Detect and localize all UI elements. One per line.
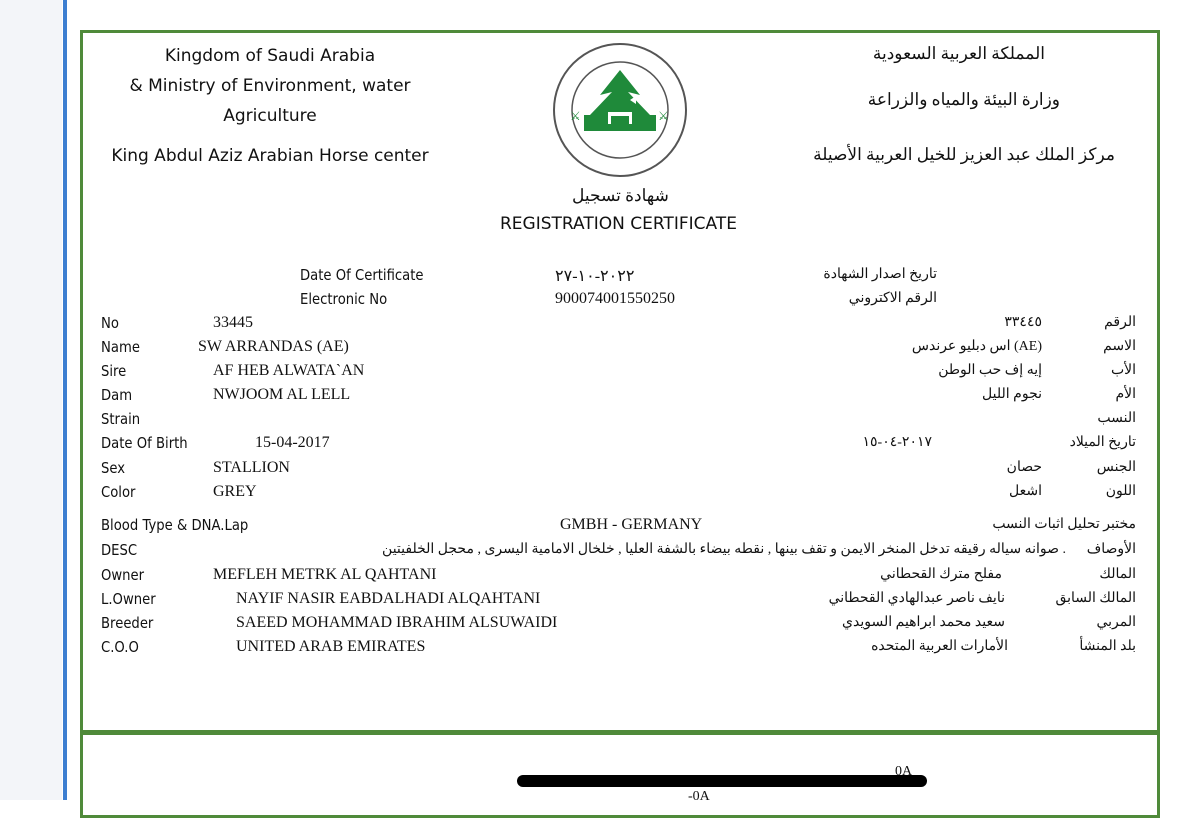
field-label-ar: الجنس <box>1096 460 1136 475</box>
field-value-ar: سعيد محمد ابراهيم السويدي <box>842 615 1005 630</box>
field-value-ar: (AE) اس دبليو عرندس <box>911 339 1042 354</box>
field-value-ar: مفلح مترك القحطاني <box>880 567 1002 582</box>
meta-label: Electronic No <box>300 290 388 308</box>
svg-text:⚔: ⚔ <box>658 109 669 123</box>
field-value: UNITED ARAB EMIRATES <box>236 638 426 655</box>
field-label: No <box>101 314 119 332</box>
header-en-1: Kingdom of Saudi Arabia <box>164 46 376 66</box>
field-value: GMBH - GERMANY <box>560 516 703 533</box>
field-label-ar: بلد المنشأ <box>1079 639 1136 654</box>
ministry-logo <box>550 40 690 180</box>
header-ar-2: وزارة البيئة والمياه والزراعة <box>867 90 1060 109</box>
field-label: DESC <box>101 541 138 559</box>
left-margin <box>0 0 62 800</box>
header-ar-3: مركز الملك عبد العزيز للخيل العربية الأصيلة <box>813 145 1115 164</box>
field-value-ar: نايف ناصر عبدالهادي القحطاني <box>828 591 1005 606</box>
meta-label: Date Of Certificate <box>300 266 424 284</box>
cursor-line <box>63 0 67 800</box>
field-value-ar: إيه إف حب الوطن <box>938 363 1042 378</box>
field-value: AF HEB ALWATA`AN <box>213 362 365 379</box>
field-label-ar: الأم <box>1115 387 1136 402</box>
field-value: NWJOOM AL LELL <box>213 386 351 403</box>
field-label: L.Owner <box>101 590 156 608</box>
field-value-ar: ٢٠١٧-٠٤-١٥ <box>862 435 932 450</box>
field-label: Sex <box>101 459 126 477</box>
field-value: STALLION <box>213 459 290 476</box>
meta-value: ٢٠٢٢-١٠-٢٧ <box>555 268 635 285</box>
field-label-ar: المالك <box>1099 567 1136 582</box>
header-en-3: Agriculture <box>223 106 317 126</box>
field-value-ar: نجوم الليل <box>982 387 1042 402</box>
field-value: 33445 <box>213 314 253 331</box>
field-value: NAYIF NASIR EABDALHADI ALQAHTANI <box>236 590 541 607</box>
field-value-ar: اشعل <box>1009 484 1042 499</box>
field-value-ar: ٣٣٤٤٥ <box>1004 315 1042 330</box>
field-label: Blood Type & DNA.Lap <box>101 516 249 534</box>
field-value-ar: الأمارات العربية المتحده <box>871 639 1008 654</box>
meta-label-ar: تاريخ اصدار الشهادة <box>823 267 937 282</box>
footer-left: -0A <box>688 789 710 804</box>
meta-label-ar: الرقم الاكتروني <box>848 291 937 306</box>
field-label-ar: الأوصاف <box>1086 542 1136 557</box>
field-label-ar: مختبر تحليل اثبات النسب <box>992 517 1136 532</box>
field-label: Date Of Birth <box>101 434 188 452</box>
title-en: REGISTRATION CERTIFICATE <box>500 214 737 234</box>
field-label-ar: المربي <box>1096 615 1136 630</box>
header-en-2: & Ministry of Environment, water <box>129 76 411 96</box>
field-value-ar: . صوانه سياله رقيقه تدخل المنخر الايمن و تقف بينها , نقطه بيضاء بالشفة العليا , خلخال الامامية اليسرى , محجل الخلفيتين <box>382 542 1066 557</box>
field-value: MEFLEH METRK AL QAHTANI <box>213 566 437 583</box>
field-label: Owner <box>101 566 145 584</box>
field-label-ar: اللون <box>1105 484 1136 499</box>
field-value: GREY <box>213 483 257 500</box>
header-en-4: King Abdul Aziz Arabian Horse center <box>111 146 429 166</box>
meta-value: 900074001550250 <box>555 290 675 307</box>
header-ar-1: المملكة العربية السعودية <box>872 44 1045 63</box>
field-label: Strain <box>101 410 141 428</box>
field-label-ar: النسب <box>1097 411 1136 426</box>
field-label-ar: الاسم <box>1103 339 1136 354</box>
title-ar: شهادة تسجيل <box>572 186 669 205</box>
field-value: SAEED MOHAMMAD IBRAHIM ALSUWAIDI <box>236 614 558 631</box>
field-label: Sire <box>101 362 127 380</box>
field-label: Dam <box>101 386 133 404</box>
footer-right: 0A <box>895 764 913 779</box>
field-value: 15-04-2017 <box>255 434 330 451</box>
field-value: SW ARRANDAS (AE) <box>198 338 349 355</box>
field-label-ar: الأب <box>1110 363 1136 378</box>
field-label: Breeder <box>101 614 154 632</box>
field-label: Name <box>101 338 140 356</box>
field-label: Color <box>101 483 136 501</box>
field-label-ar: تاريخ الميلاد <box>1069 435 1136 450</box>
redaction-bar <box>517 775 927 787</box>
field-label-ar: الرقم <box>1104 315 1136 330</box>
field-label-ar: المالك السابق <box>1055 591 1136 606</box>
field-label: C.O.O <box>101 638 139 656</box>
field-value-ar: حصان <box>1006 460 1042 475</box>
svg-text:⚔: ⚔ <box>570 109 581 123</box>
